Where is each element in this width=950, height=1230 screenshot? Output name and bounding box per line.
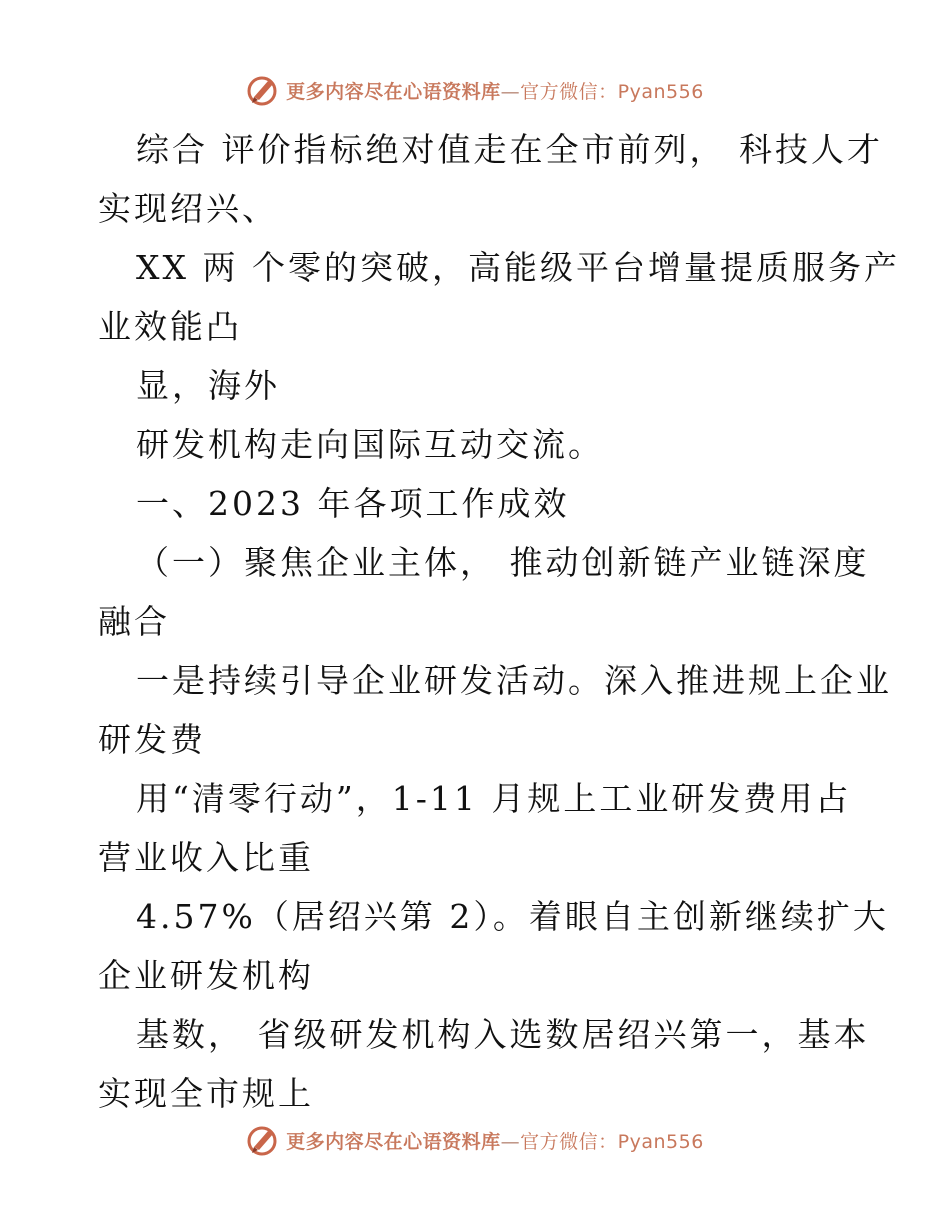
watermark-title: 更多内容尽在心语资料库: [286, 80, 501, 103]
body-line: 研发机构走向国际互动交流。: [136, 425, 604, 464]
body-line: 综合 评价指标绝对值走在全市前列， 科技人才: [136, 130, 883, 169]
watermark-contact: 官方微信：Pyan556: [520, 80, 704, 103]
body-line: 用“清零行动”，1-11 月规上工业研发费用占: [136, 779, 852, 818]
watermark-footer: [0, 1120, 950, 1160]
body-line: 营业收入比重: [98, 838, 314, 877]
body-line: 显，海外: [136, 366, 280, 405]
watermark-separator: —: [500, 1130, 521, 1153]
watermark-contact: 官方微信：Pyan556: [520, 1130, 704, 1153]
body-line: 融合: [98, 602, 170, 641]
body-line: 基数， 省级研发机构入选数居绍兴第一，基本: [136, 1015, 870, 1054]
body-line: 实现绍兴、: [98, 189, 278, 228]
pen-logo-icon: [246, 73, 280, 107]
watermark-text: [286, 1127, 704, 1154]
subsection-heading: （一）聚焦企业主体， 推动创新链产业链深度: [136, 543, 870, 582]
body-line: 实现全市规上: [98, 1074, 314, 1113]
pen-logo-icon: [246, 1123, 280, 1157]
watermark-title: 更多内容尽在心语资料库: [286, 1130, 501, 1153]
section-heading: 一、2023 年各项工作成效: [136, 484, 570, 523]
body-line: 业效能凸: [98, 307, 242, 346]
body-line: 研发费: [98, 720, 206, 759]
body-line: 4.57%（居绍兴第 2）。着眼自主创新继续扩大: [136, 897, 889, 936]
body-line: 一是持续引导企业研发活动。深入推进规上企业: [136, 661, 892, 700]
body-line: 企业研发机构: [98, 956, 314, 995]
watermark-separator: —: [500, 80, 521, 103]
watermark-text: [286, 77, 704, 104]
body-line: XX 两 个零的突破，高能级平台增量提质服务产: [136, 248, 900, 287]
document-body: [98, 120, 900, 1123]
watermark-header: [0, 70, 950, 110]
